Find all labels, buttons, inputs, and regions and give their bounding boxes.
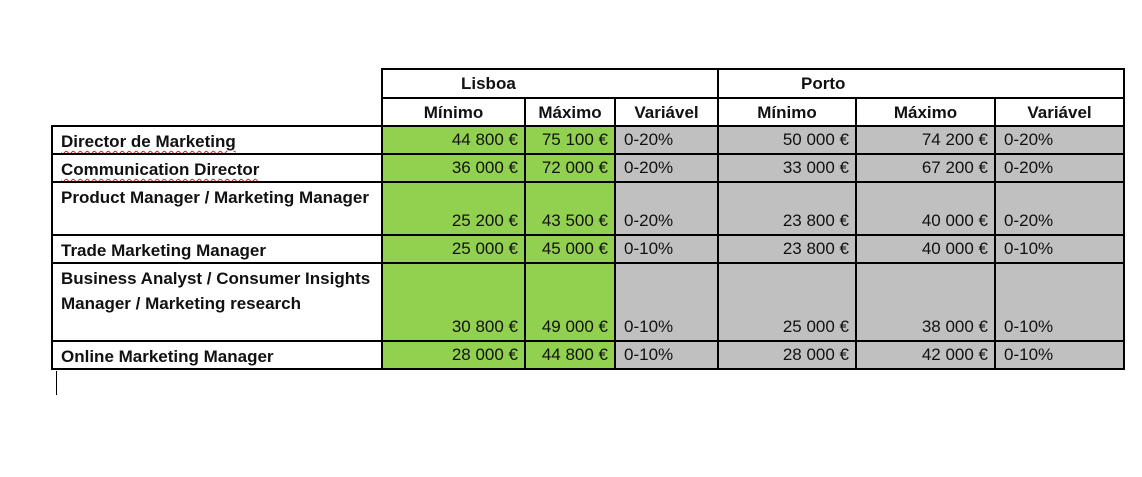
porto-min-cell: 28 000 € <box>719 342 855 368</box>
border <box>381 68 383 370</box>
porto-max-cell: 74 200 € <box>857 127 994 153</box>
row-label-trade-marketing <box>53 236 381 262</box>
border <box>51 368 1125 370</box>
row-label-director-marketing <box>53 127 381 153</box>
border <box>51 153 1125 155</box>
border <box>381 97 1125 99</box>
lisboa-min-cell: 25 200 € <box>383 183 524 234</box>
lisboa-var-cell: 0-10% <box>616 264 717 340</box>
text-cursor <box>56 371 57 395</box>
role-text: Director de Marketing <box>61 132 236 151</box>
subheader-porto-var: Variável <box>1027 103 1092 122</box>
lisboa-min-cell: 44 800 € <box>383 127 524 153</box>
border <box>51 262 1125 264</box>
lisboa-max-cell: 49 000 € <box>526 264 614 340</box>
border <box>51 234 1125 236</box>
lisboa-max-cell: 45 000 € <box>526 236 614 262</box>
city-header-porto: Porto <box>801 74 846 93</box>
lisboa-max-cell: 43 500 € <box>526 183 614 234</box>
row-label-online-marketing <box>53 342 381 368</box>
row-label-communication-director <box>53 155 381 181</box>
border <box>51 340 1125 342</box>
porto-var-cell: 0-20% <box>996 183 1123 234</box>
border <box>51 181 1125 183</box>
porto-max-cell: 40 000 € <box>857 236 994 262</box>
porto-var-cell: 0-20% <box>996 127 1123 153</box>
porto-min-cell: 25 000 € <box>719 264 855 340</box>
lisboa-var-cell: 0-20% <box>616 183 717 234</box>
lisboa-var-cell: 0-10% <box>616 236 717 262</box>
border <box>1123 68 1125 370</box>
lisboa-min-cell: 28 000 € <box>383 342 524 368</box>
role-text: Online Marketing Manager <box>61 347 274 366</box>
subheader-lisboa-var: Variável <box>634 103 699 122</box>
border <box>855 97 857 370</box>
porto-var-cell: 0-10% <box>996 236 1123 262</box>
porto-min-cell: 33 000 € <box>719 155 855 181</box>
city-header-lisboa: Lisboa <box>461 74 516 93</box>
lisboa-min-cell: 36 000 € <box>383 155 524 181</box>
border <box>51 125 53 370</box>
porto-max-cell: 38 000 € <box>857 264 994 340</box>
role-text: Trade Marketing Manager <box>61 241 267 260</box>
role-text: Product Manager / Marketing Manager <box>61 188 369 207</box>
lisboa-max-cell: 75 100 € <box>526 127 614 153</box>
lisboa-var-cell: 0-20% <box>616 127 717 153</box>
border <box>994 97 996 370</box>
lisboa-var-cell: 0-20% <box>616 155 717 181</box>
porto-max-cell: 67 200 € <box>857 155 994 181</box>
lisboa-min-cell: 25 000 € <box>383 236 524 262</box>
porto-max-cell: 40 000 € <box>857 183 994 234</box>
row-label-business-analyst <box>53 264 381 340</box>
porto-min-cell: 23 800 € <box>719 236 855 262</box>
border <box>51 125 1125 127</box>
porto-min-cell: 50 000 € <box>719 127 855 153</box>
porto-var-cell: 0-10% <box>996 342 1123 368</box>
lisboa-min-cell: 30 800 € <box>383 264 524 340</box>
subheader-lisboa-max: Máximo <box>538 103 602 122</box>
role-text: Business Analyst / Consumer Insights Manager / Marketing research <box>61 269 371 313</box>
lisboa-var-cell: 0-10% <box>616 342 717 368</box>
lisboa-max-cell: 72 000 € <box>526 155 614 181</box>
subheader-lisboa-min: Mínimo <box>423 103 484 122</box>
border <box>524 97 526 370</box>
role-text: Communication Director <box>61 160 260 179</box>
porto-var-cell: 0-20% <box>996 155 1123 181</box>
porto-max-cell: 42 000 € <box>857 342 994 368</box>
border <box>614 97 616 370</box>
lisboa-max-cell: 44 800 € <box>526 342 614 368</box>
porto-var-cell: 0-10% <box>996 264 1123 340</box>
border <box>381 68 1125 70</box>
porto-min-cell: 23 800 € <box>719 183 855 234</box>
subheader-porto-min: Mínimo <box>757 103 817 122</box>
subheader-porto-max: Máximo <box>893 103 958 122</box>
row-label-product-manager <box>53 183 381 234</box>
border <box>717 68 719 370</box>
